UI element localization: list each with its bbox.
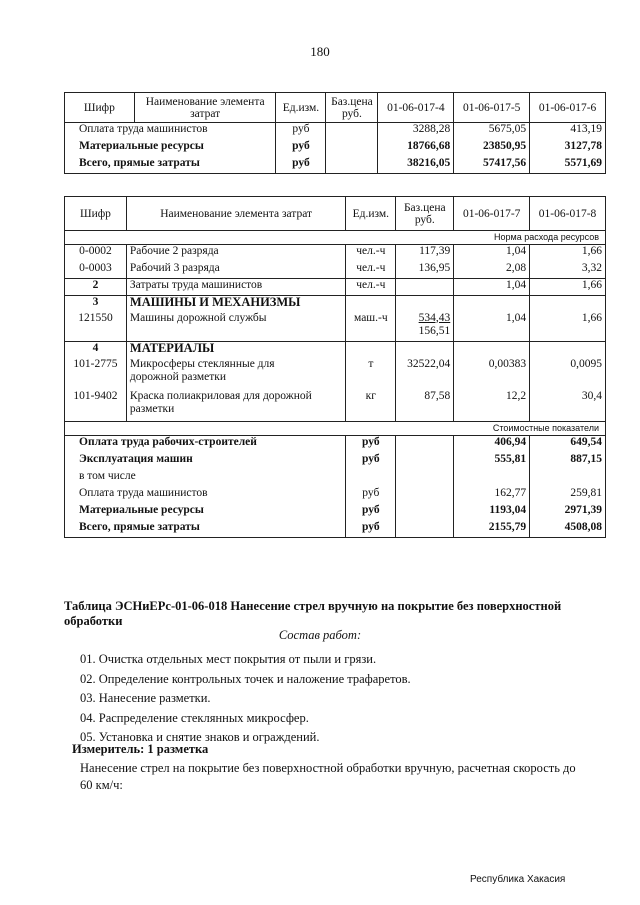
row-unit: руб [346,487,396,504]
row-unit: кг [346,390,396,422]
row-value: 23850,95 [454,140,530,157]
header-code: Шифр [65,197,127,231]
work-heading: Состав работ: [278,628,362,642]
name-line: Краска полиакриловая для дорожной [129,389,312,402]
row-value: 2,08 [454,262,530,279]
section-row [65,296,606,312]
header-unit: Ед.изм. [346,197,396,231]
table-row [65,262,606,279]
table-row [65,279,606,296]
row-value: 5675,05 [454,123,530,140]
row-value: 3,32 [530,262,606,279]
table-row [65,140,606,157]
row-value: 413,19 [530,123,606,140]
row-value: 1,66 [530,245,606,262]
row-name: Затраты труда машинистов [126,279,345,296]
table-row [65,390,606,422]
header-col-5: 01-06-017-5 [454,93,530,123]
row-value: 2155,79 [454,521,530,538]
row-code: 121550 [65,312,127,342]
row-value: 0,0095 [530,358,606,390]
row-name: Машины дорожной службы [126,312,345,342]
description-line: 60 км/ч: [80,778,123,792]
cost-table-2 [64,196,606,538]
row-name: Всего, прямые затраты [65,157,276,174]
row-unit: чел.-ч [346,262,396,279]
row-code: 101-9402 [65,390,127,422]
row-value: 30,4 [530,390,606,422]
row-value: 406,94 [454,436,530,453]
row-value: 259,81 [530,487,606,504]
table-row [65,312,606,342]
row-name: Рабочие 2 разряда [126,245,345,262]
row-name: Материальные ресурсы [65,140,276,157]
row-unit: чел.-ч [346,279,396,296]
row-value: 1193,04 [454,504,530,521]
row-value: 18766,68 [378,140,454,157]
row-unit: руб [346,453,396,470]
row-unit: т [346,358,396,390]
row-name: Оплата труда машинистов [65,123,276,140]
table-title-line: обработки [64,614,123,628]
table-title-line: Таблица ЭСНиЕРс-01-06-018 Нанесение стрел вручную на покрытие без поверхностной [64,599,562,613]
row-unit: руб [276,123,326,140]
footer-region: Республика Хакасия [470,874,566,885]
row-value: 1,04 [454,245,530,262]
row-name: Оплата труда машинистов [65,487,346,504]
row-name [126,358,345,390]
work-list [80,650,600,748]
row-value: 2971,39 [530,504,606,521]
row-code: 0-0003 [65,262,127,279]
row-value: 5571,69 [530,157,606,174]
row-value: 649,54 [530,436,606,453]
row-value: 3288,28 [378,123,454,140]
cost-label: Стоимостные показатели [65,422,606,436]
norm-label: Норма расхода ресурсов [65,231,606,245]
row-price: 117,39 [396,245,454,262]
row-value: 1,66 [530,279,606,296]
header-name: Наименование элемента затрат [134,93,276,123]
row-value: 1,04 [454,312,530,342]
section-title: МАШИНЫ И МЕХАНИЗМЫ [126,296,345,312]
row-value: 12,2 [454,390,530,422]
header-col-4: 01-06-017-4 [378,93,454,123]
row-name: в том числе [65,470,346,487]
header-col-7: 01-06-017-7 [454,197,530,231]
table-title [64,599,604,629]
section-row [65,342,606,358]
list-item: 03. Нанесение разметки. [80,691,211,705]
header-price: Баз.цена руб. [326,93,378,123]
row-value: 3127,78 [530,140,606,157]
row-value: 57417,56 [454,157,530,174]
row-unit: руб [346,436,396,453]
table-row [65,453,606,470]
name-line: Микросферы стеклянные для [129,357,275,370]
header-col-6: 01-06-017-6 [530,93,606,123]
table-row [65,245,606,262]
table-row [65,358,606,390]
row-price: 136,95 [396,262,454,279]
row-value: 4508,08 [530,521,606,538]
row-unit: руб [346,521,396,538]
row-name: Эксплуатация машин [65,453,346,470]
section-code: 4 [65,342,127,358]
measure-unit: Измеритель: 1 разметка [72,742,209,756]
row-price: 32522,04 [396,358,454,390]
row-code: 101-2775 [65,358,127,390]
row-value: 555,81 [454,453,530,470]
table-row [65,436,606,453]
section-title: МАТЕРИАЛЫ [126,342,345,358]
row-value: 887,15 [530,453,606,470]
table-row [65,504,606,521]
description [80,760,610,794]
name-line: разметки [129,402,175,415]
row-unit: маш.-ч [346,312,396,342]
header-col-8: 01-06-017-8 [530,197,606,231]
row-name: Рабочий 3 разряда [126,262,345,279]
row-code: 2 [65,279,127,296]
name-line: дорожной разметки [129,370,226,383]
row-unit: руб [276,140,326,157]
row-name: Оплата труда рабочих-строителей [65,436,346,453]
section-code: 3 [65,296,127,312]
row-name: Материальные ресурсы [65,504,346,521]
row-value: 162,77 [454,487,530,504]
row-unit: руб [346,504,396,521]
header-price: Баз.цена руб. [396,197,454,231]
description-line: Нанесение стрел на покрытие без поверхностной обработки вручную, расчетная скорость до [80,761,576,775]
table-row [65,123,606,140]
row-code: 0-0002 [65,245,127,262]
list-item: 04. Распределение стеклянных микросфер. [80,710,309,725]
table-row [65,487,606,504]
row-value: 38216,05 [378,157,454,174]
page-number: 180 [310,44,330,59]
header-code: Шифр [65,93,135,123]
table-row [65,157,606,174]
row-value: 1,04 [454,279,530,296]
row-unit: руб [276,157,326,174]
row-unit: чел.-ч [346,245,396,262]
row-name [126,390,345,422]
row-value: 0,00383 [454,358,530,390]
price-value: 534,43 [418,311,451,324]
header-unit: Ед.изм. [276,93,326,123]
list-item: 01. Очистка отдельных мест покрытия от пыли и грязи. [80,652,377,666]
row-value: 1,66 [530,312,606,342]
cost-table-1 [64,92,606,174]
price-value: 156,51 [418,324,451,337]
table-row [65,521,606,538]
row-name: Всего, прямые затраты [65,521,346,538]
header-name: Наименование элемента затрат [126,197,345,231]
row-price [396,312,454,342]
list-item: 02. Определение контрольных точек и наложение трафаретов. [80,671,411,686]
row-price: 87,58 [396,390,454,422]
table-row [65,470,606,487]
list-item: 05. Установка и снятие знаков и ограждений. [80,730,320,744]
